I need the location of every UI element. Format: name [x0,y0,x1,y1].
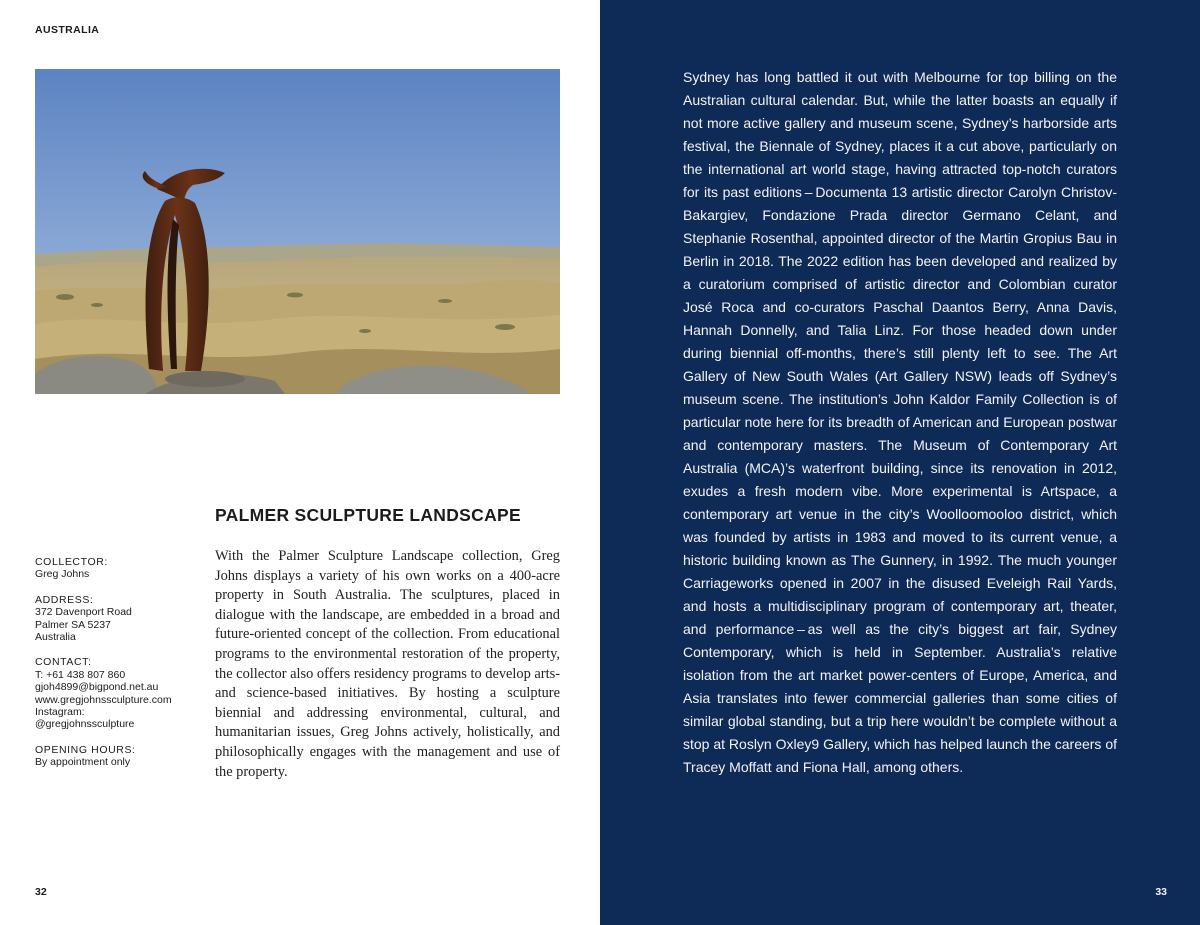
info-line: 372 Davenport Road [35,606,132,619]
info-line: Australia [35,631,76,644]
info-website: www.gregjohnssculpture.com [35,693,172,706]
info-label: COLLECTOR: [35,556,108,568]
info-email: gjoh4899@bigpond.net.au [35,681,159,694]
info-label: CONTACT: [35,656,92,669]
info-opening-hours [35,744,205,769]
info-line: Greg Johns [35,568,90,581]
right-page [600,0,1200,925]
info-label: ADDRESS: [35,593,94,606]
info-contact [35,656,205,730]
collection-title: PALMER SCULPTURE LANDSCAPE [215,505,521,525]
info-phone: T: +61 438 807 860 [35,668,126,681]
page-number-left: 32 [35,886,47,898]
info-instagram: @gregjohnssculpture [35,718,135,731]
info-line: Instagram: [35,706,85,719]
city-introduction: Sydney has long battled it out with Melbourne for top billing on the Australian cultural calendar. But, while the latter boasts an equally if not more active gallery and museum scene, Sydney’s harborside arts festival, the Biennale of Sydney, places it a cut above, particularly on the international art world stage, having attracted top-notch curators for its past editions – Documenta 13 artistic director Carolyn Christov-Bakargiev, Fondazione Prada director Germano Celant, and Stephanie Rosenthal, appointed director of the Martin Gropius Bau in Berlin in 2018. The 2022 edition has been developed and realized by a curatorium comprised of artistic director and Colombian curator José Roca and co-curators Paschal Daantos Berry, Anna Davis, Hannah Donnelly, and Talia Linz. For those headed down under during biennial off-months, there’s still plenty left to see. The Art Gallery of New South Wales (Art Gallery NSW) leads off Sydney’s museum scene. The institution’s John Kaldor Family Collection is of particular note here for its breadth of American and European postwar and contemporary masters. The Museum of Contemporary Art Australia (MCA)’s waterfront building, since its renovation in 2012, exudes a fresh modern vibe. More experimental is Artspace, a contemporary art venue in the city’s Woolloomooloo district, which was founded by artists in 1983 and moved to its current venue, a historic building known as The Gunnery, in 1992. The much younger Carriageworks opened in 2007 in the disused Eveleigh Rail Yards, and hosts a multidisciplinary program of contemporary art, theater, and performance – as well as the city’s biggest art fair, Sydney Contemporary, which is held in September. Australia’s relative isolation from the art market power-centers of Europe, America, and Asia translates into fewer commercial galleries than some cities of similar global standing, but a trip here wouldn’t be complete without a stop at Roslyn Oxley9 Gallery, which has helped launch the careers of Tracey Moffatt and Fiona Hall, among others. [683,69,1117,775]
page-number-right: 33 [1155,886,1167,898]
sculpture-landscape-photo [35,69,560,394]
collection-info [35,556,205,782]
photo-illustration [35,69,560,394]
info-label: OPENING HOURS: [35,743,136,756]
info-line: Palmer SA 5237 [35,618,111,631]
collection-description: With the Palmer Sculpture Landscape collection, Greg Johns displays a variety of his own works on a 400-acre property in South Australia. The sculptures, placed in dialogue with the landscape, are embedded in a broad and future-oriented concept of the collection. From educational programs to the environmental restoration of the property, the collector also offers residency programs to develop arts- and science-based initiatives. By hosting a sculpture biennial and addressing environmental, cultural, and humanitarian issues, Greg Johns actively, holistically, and philosophically engages with the management and use of the property. [215,548,560,780]
info-address [35,594,205,644]
info-collector [35,556,205,581]
section-label: AUSTRALIA [35,24,100,36]
info-line: By appointment only [35,756,131,769]
